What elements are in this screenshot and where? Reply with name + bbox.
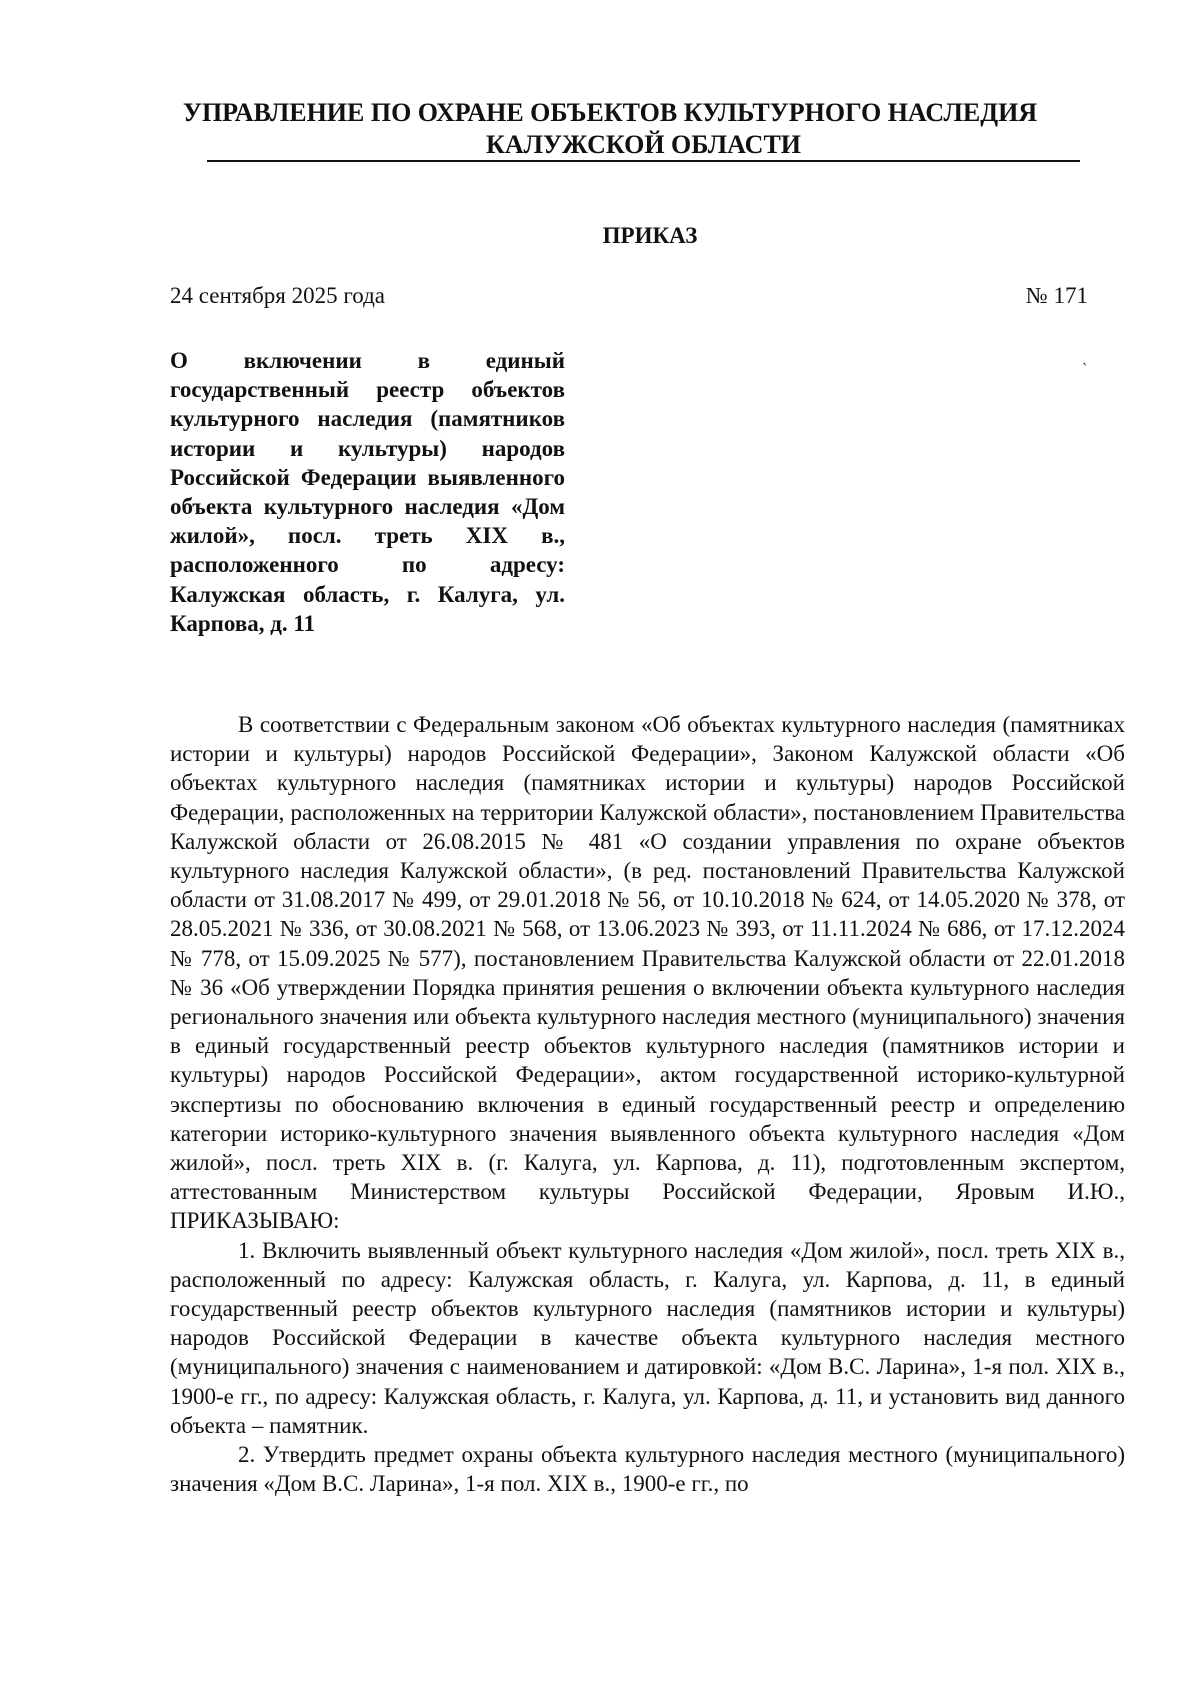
document-subject: О включении в единый государственный реестр объектов культурного наследия (памятников истории и культуры) народов Российской Федерации выявленного объекта культурного наследия «Дом жилой», посл. треть XIX в., расположенного по адресу: Калужская область, г. Калуга, ул. Карпова, д. 11 [170,348,565,636]
order-item-2: 2. Утвердить предмет охраны объекта культурного наследия местного (муниципального) значения «Дом В.С. Ларина», 1-я пол. XIX в., 1900-е гг., по [170,1442,1125,1497]
agency-name-line1: УПРАВЛЕНИЕ ПО ОХРАНЕ ОБЪЕКТОВ КУЛЬТУРНОГО НАСЛЕДИЯ [182,98,1038,127]
document-type-title: ПРИКАЗ [602,223,698,248]
document-date: 24 сентября 2025 года [170,283,385,308]
scan-speck-mark: ˏ [1082,349,1088,366]
document-number: № 171 [1025,283,1088,308]
order-item-1: 1. Включить выявленный объект культурного наследия «Дом жилой», посл. треть XIX в., расположенный по адресу: Калужская область, г. Калуга, ул. Карпова, д. 11, в единый государственный реестр объектов культурного наследия (памятников истории и культуры) народов Российской Федерации в качестве объекта культурного наследия местного (муниципального) значения с наименованием и датировкой: «Дом В.С. Ларина», 1-я пол. XIX в., 1900-е гг., по адресу: Калужская область, г. Калуга, ул. Карпова, д. 11, и установить вид данного объекта – памятник. [170,1237,1125,1438]
preamble-paragraph: В соответствии с Федеральным законом «Об объектах культурного наследия (памятниках истории и культуры) народов Российской Федерации», Законом Калужской области «Об объектах культурного наследия (памятниках истории и культуры) народов Российской Федерации, расположенных на территории Калужской области», постановлением Правительства Калужской области от 26.08.2015 № 481 «О создании управления по охране объектов культурного наследия Калужской области», (в ред. постановлений Правительства Калужской области от 31.08.2017 № 499, от 29.01.2018 № 56, от 10.10.2018 № 624, от 14.05.2020 № 378, от 28.05.2021 № 336, от 30.08.2021 № 568, от 13.06.2023 № 393, от 11.11.2024 № 686, от 17.12.2024 № 778, от 15.09.2025 № 577), постановлением Правительства Калужской области от 22.01.2018 № 36 «Об утверждении Порядка принятия решения о включении объекта культурного наследия регионального значения или объекта культурного наследия местного (муниципального) значения в единый государственный реестр объектов культурного наследия (памятников истории и культуры) народов Российской Федерации», актом государственной историко-культурной экспертизы по обоснованию включения в единый государственный реестр и определению категории историко-культурного значения выявленного объекта культурного наследия «Дом жилой», посл. треть XIX в. (г. Калуга, ул. Карпова, д. 11), подготовленным экспертом, аттестованным Министерством культуры Российской Федерации, Яровым И.Ю., ПРИКАЗЫВАЮ: [170,712,1125,1234]
document-body [170,710,1125,1498]
header-divider [207,160,1080,162]
agency-name-line2: КАЛУЖСКОЙ ОБЛАСТИ [485,130,802,159]
